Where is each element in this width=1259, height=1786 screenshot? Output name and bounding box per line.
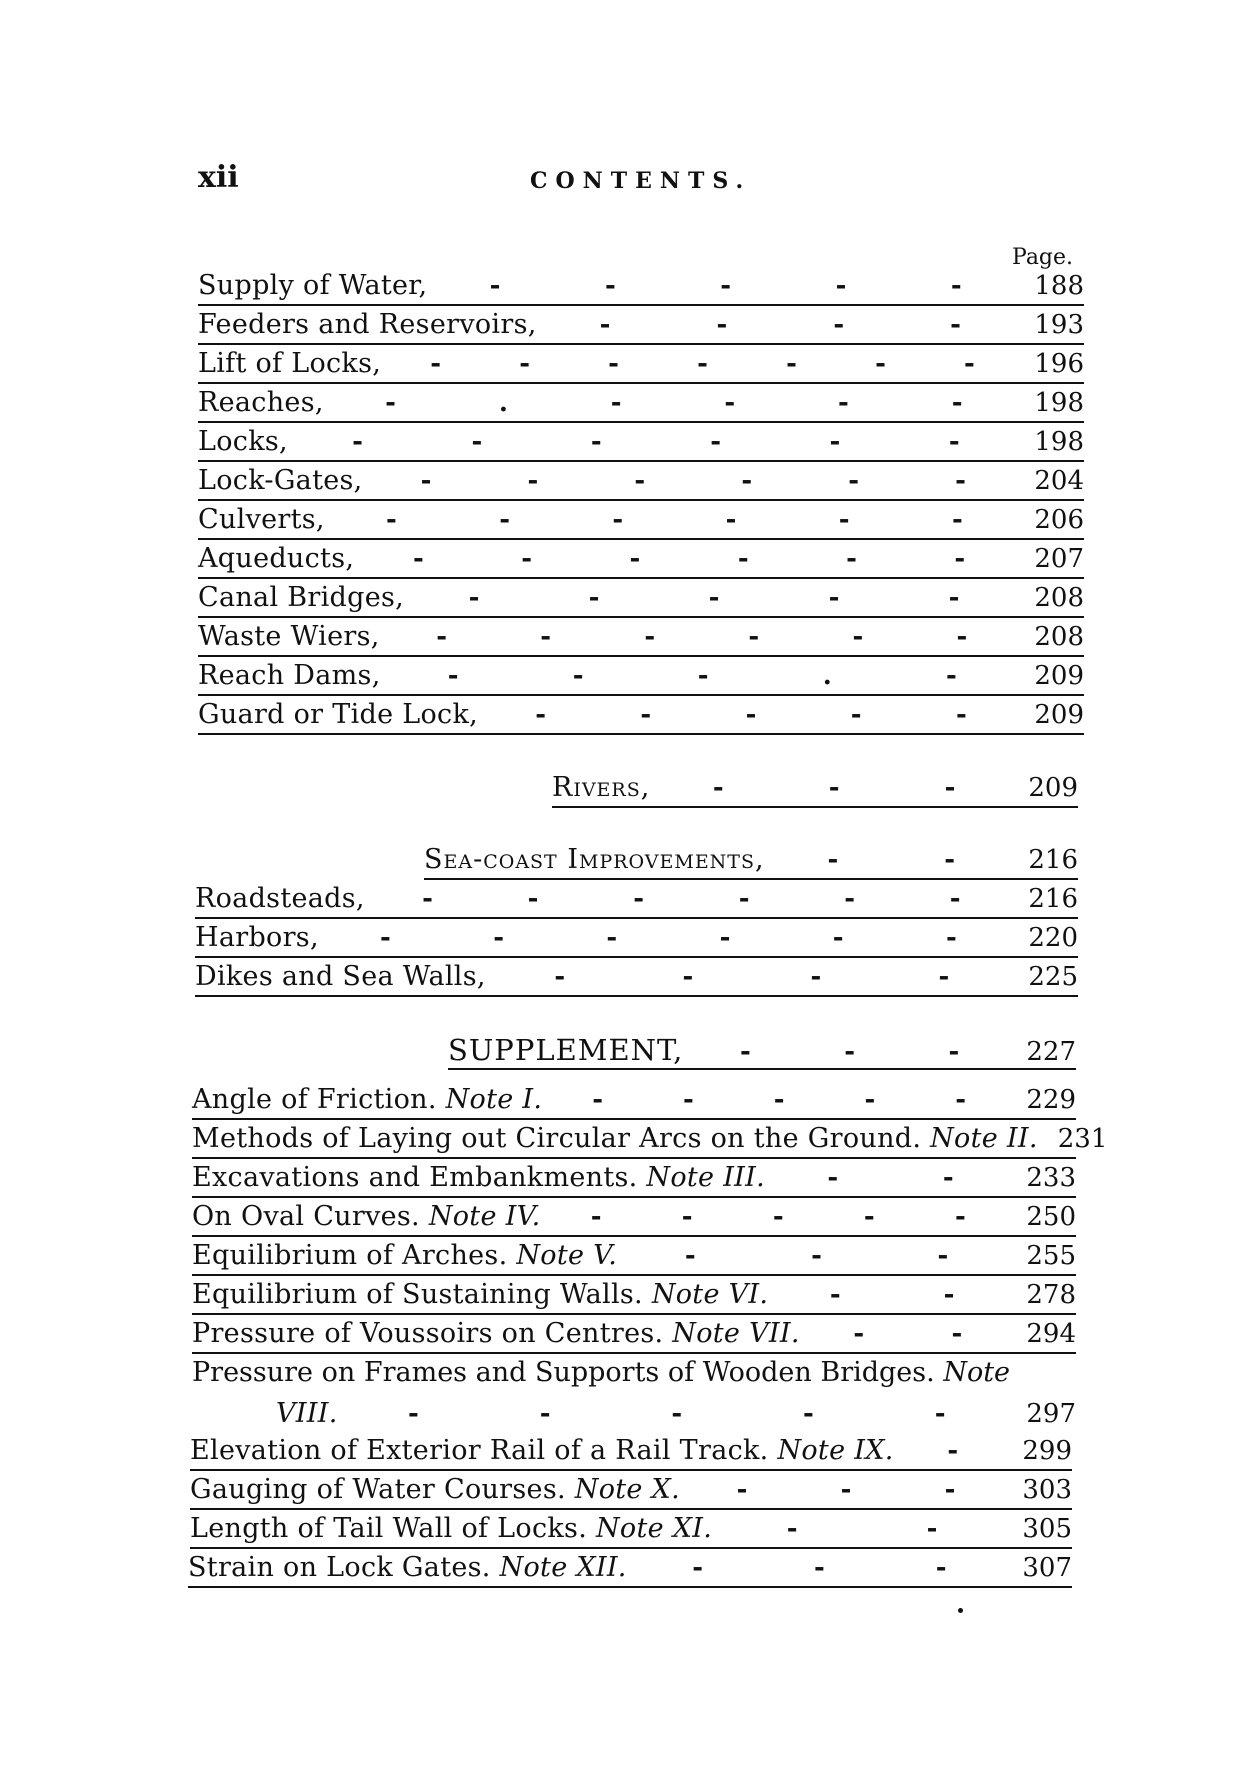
- entry-title: [192, 1121, 1038, 1157]
- entry-title: Locks,: [198, 426, 288, 457]
- entry-title: Supply of Water,: [198, 270, 428, 301]
- section-title: SUPPLEMENT,: [448, 1033, 684, 1067]
- toc-note-entry[interactable]: [192, 1199, 1076, 1237]
- toc-entry[interactable]: [198, 580, 1084, 618]
- note-number: Note III.: [646, 1162, 765, 1193]
- entry-page: 294: [1026, 1319, 1076, 1349]
- leader-dots: - -: [829, 1280, 955, 1310]
- entry-page: 216: [1028, 884, 1078, 914]
- toc-section-supplement[interactable]: [448, 1032, 1076, 1070]
- leader-dots: - - - - - -: [352, 427, 960, 457]
- note-title: Equilibrium of Arches.: [192, 1240, 508, 1271]
- toc-entry[interactable]: [198, 697, 1084, 735]
- toc-entry[interactable]: [195, 881, 1078, 919]
- toc-note-entry[interactable]: [192, 1238, 1076, 1276]
- entry-page: 206: [1034, 505, 1084, 535]
- leader-dots: - . - - - -: [385, 388, 963, 418]
- toc-entry[interactable]: [198, 268, 1084, 306]
- toc-note-entry[interactable]: [192, 1277, 1076, 1315]
- toc-section-sea-coast[interactable]: [424, 842, 1078, 880]
- entry-page: 231: [1057, 1124, 1108, 1154]
- entry-title: Roadsteads,: [195, 883, 365, 914]
- entry-page: 233: [1026, 1163, 1076, 1193]
- leader-dots: - - - -: [554, 962, 950, 992]
- toc-note-entry[interactable]: [192, 1082, 1076, 1120]
- entry-title: [192, 1277, 768, 1313]
- entry-page: 198: [1034, 427, 1084, 457]
- entry-page: 188: [1034, 271, 1084, 301]
- entry-title: [190, 1433, 894, 1469]
- toc-note-entry[interactable]: [190, 1511, 1072, 1549]
- leader-dots: - -: [853, 1319, 963, 1349]
- toc-entry[interactable]: [198, 424, 1084, 462]
- note-number: Note I.: [445, 1084, 543, 1115]
- note-number: Note VI.: [651, 1279, 769, 1310]
- toc-note-entry[interactable]: [190, 1472, 1072, 1510]
- entry-title: [192, 1316, 800, 1352]
- entry-page: 305: [1022, 1514, 1072, 1544]
- entry-page: 209: [1028, 773, 1078, 803]
- note-number: Note X.: [574, 1474, 680, 1505]
- entry-page: 198: [1034, 388, 1084, 418]
- leader-dots: - - - -: [599, 310, 961, 340]
- entry-page: 229: [1026, 1085, 1076, 1115]
- entry-page: 307: [1022, 1553, 1072, 1583]
- entry-title: [192, 1160, 765, 1196]
- entry-page: 208: [1034, 622, 1084, 652]
- entry-title: Lift of Locks,: [198, 348, 382, 379]
- leader-dots: - - - - - -: [422, 884, 961, 914]
- entry-page: 227: [1026, 1037, 1076, 1067]
- leader-dots: - -: [827, 845, 956, 875]
- entry-title: [192, 1082, 542, 1118]
- leader-dots: - - - - - -: [420, 466, 966, 496]
- note-title: Elevation of Exterior Rail of a Rail Track.: [190, 1435, 769, 1466]
- entry-page: 220: [1028, 923, 1078, 953]
- toc-note-entry[interactable]: [192, 1160, 1076, 1198]
- entry-page: 209: [1034, 661, 1084, 691]
- note-number: Note XI.: [595, 1513, 713, 1544]
- toc-entry[interactable]: [198, 502, 1084, 540]
- entry-title: Feeders and Reservoirs,: [198, 309, 537, 340]
- leader-dots: - -: [827, 1163, 954, 1193]
- entry-title: Reaches,: [198, 387, 324, 418]
- entry-page: 196: [1034, 349, 1084, 379]
- toc-section-rivers[interactable]: [552, 770, 1078, 808]
- leader-dots: - - - - -: [408, 1399, 946, 1429]
- entry-title: [188, 1550, 627, 1586]
- toc-entry[interactable]: [198, 307, 1084, 345]
- stray-mark: [958, 1608, 963, 1613]
- entry-title: Guard or Tide Lock,: [198, 699, 479, 730]
- toc-entry[interactable]: [198, 463, 1084, 501]
- toc-entry[interactable]: [198, 385, 1084, 423]
- section-title: Sea-coast Improvements,: [424, 844, 765, 875]
- note-number: Note VII.: [672, 1318, 800, 1349]
- note-title: Methods of Laying out Circular Arcs on the Ground.: [192, 1123, 922, 1154]
- leader-dots: - - - - -: [468, 583, 960, 613]
- entry-page: 193: [1034, 310, 1084, 340]
- leader-dots: - - -: [736, 1475, 956, 1505]
- entry-page: 255: [1026, 1241, 1076, 1271]
- leader-dots: - - -: [712, 773, 956, 803]
- note-number: Note IV.: [428, 1201, 541, 1232]
- entry-title: Reach Dams,: [198, 660, 381, 691]
- toc-entry[interactable]: [198, 541, 1084, 579]
- toc-note-entry[interactable]: [192, 1121, 1108, 1159]
- leader-dots: - - -: [740, 1037, 960, 1067]
- note-title: On Oval Curves.: [192, 1201, 420, 1232]
- leader-dots: - - - - - -: [412, 544, 966, 574]
- note-title: Equilibrium of Sustaining Walls.: [192, 1279, 643, 1310]
- leader-dots: - - - - - -: [436, 622, 968, 652]
- entry-page: 225: [1028, 962, 1078, 992]
- note-title: Length of Tail Wall of Locks.: [190, 1513, 588, 1544]
- page-column-label: Page.: [1012, 245, 1074, 270]
- entry-page: 303: [1022, 1475, 1072, 1505]
- leader-dots: - - - - - -: [386, 505, 963, 535]
- leader-dots: - - - - -: [592, 1085, 967, 1115]
- toc-entry[interactable]: [195, 959, 1078, 997]
- note-number-cont: VIII.: [276, 1398, 338, 1429]
- note-title: Excavations and Embankments.: [192, 1162, 638, 1193]
- running-title: CONTENTS.: [530, 168, 752, 194]
- entry-page: 297: [1026, 1399, 1076, 1429]
- toc-entry[interactable]: [198, 619, 1084, 657]
- entry-title: Aqueducts,: [198, 543, 355, 574]
- note-title: Pressure of Voussoirs on Centres.: [192, 1318, 664, 1349]
- entry-title: Harbors,: [195, 922, 319, 953]
- entry-page: 208: [1034, 583, 1084, 613]
- entry-title: Lock-Gates,: [198, 465, 363, 496]
- entry-title: [192, 1199, 541, 1235]
- toc-entry[interactable]: [198, 658, 1084, 696]
- entry-title: Waste Wiers,: [198, 621, 380, 652]
- entry-title: [190, 1472, 680, 1508]
- toc-entry[interactable]: [198, 346, 1084, 384]
- entry-page: 250: [1026, 1202, 1076, 1232]
- entry-title: [192, 1238, 617, 1274]
- note-title: Strain on Lock Gates.: [188, 1552, 491, 1583]
- leader-dots: - - - - -: [489, 271, 962, 301]
- entry-page: 204: [1034, 466, 1084, 496]
- leader-dots: - -: [786, 1514, 938, 1544]
- toc-note-entry[interactable]: [190, 1433, 1072, 1471]
- leader-dots: - - -: [684, 1241, 949, 1271]
- toc-entry[interactable]: [195, 920, 1078, 958]
- leader-dots: - - -: [692, 1553, 947, 1583]
- leader-dots: - - - - - - -: [430, 349, 975, 379]
- note-title: Gauging of Water Courses.: [190, 1474, 566, 1505]
- note-number: Note V.: [516, 1240, 618, 1271]
- leader-dots: - - - - -: [535, 700, 967, 730]
- entry-page: 278: [1026, 1280, 1076, 1310]
- entry-page: 207: [1034, 544, 1084, 574]
- note-number: Note IX.: [777, 1435, 894, 1466]
- page-number: xii: [198, 160, 239, 195]
- leader-dots: -: [947, 1436, 959, 1466]
- leader-dots: - - - - - -: [380, 923, 957, 953]
- note-number: Note II.: [930, 1123, 1038, 1154]
- entry-page: 299: [1022, 1436, 1072, 1466]
- section-title: Rivers,: [552, 772, 651, 803]
- entry-page: 209: [1034, 700, 1084, 730]
- leader-dots: - - - . -: [447, 661, 957, 691]
- note-number: Note XII.: [499, 1552, 627, 1583]
- entry-title: Culverts,: [198, 504, 325, 535]
- entry-title: Canal Bridges,: [198, 582, 405, 613]
- toc-note-entry[interactable]: [192, 1316, 1076, 1354]
- note-title: Pressure on Frames and Supports of Wooden Bridges.: [192, 1357, 935, 1388]
- toc-note-entry-line2[interactable]: [276, 1396, 1076, 1432]
- note-number: Note: [943, 1357, 1011, 1388]
- note-title: Angle of Friction.: [192, 1084, 437, 1115]
- leader-dots: - - - - -: [590, 1202, 966, 1232]
- toc-note-entry-line1[interactable]: [192, 1355, 1010, 1391]
- entry-title: Dikes and Sea Walls,: [195, 961, 486, 992]
- entry-title: [190, 1511, 712, 1547]
- entry-page: 216: [1028, 845, 1078, 875]
- toc-note-entry[interactable]: [188, 1550, 1072, 1588]
